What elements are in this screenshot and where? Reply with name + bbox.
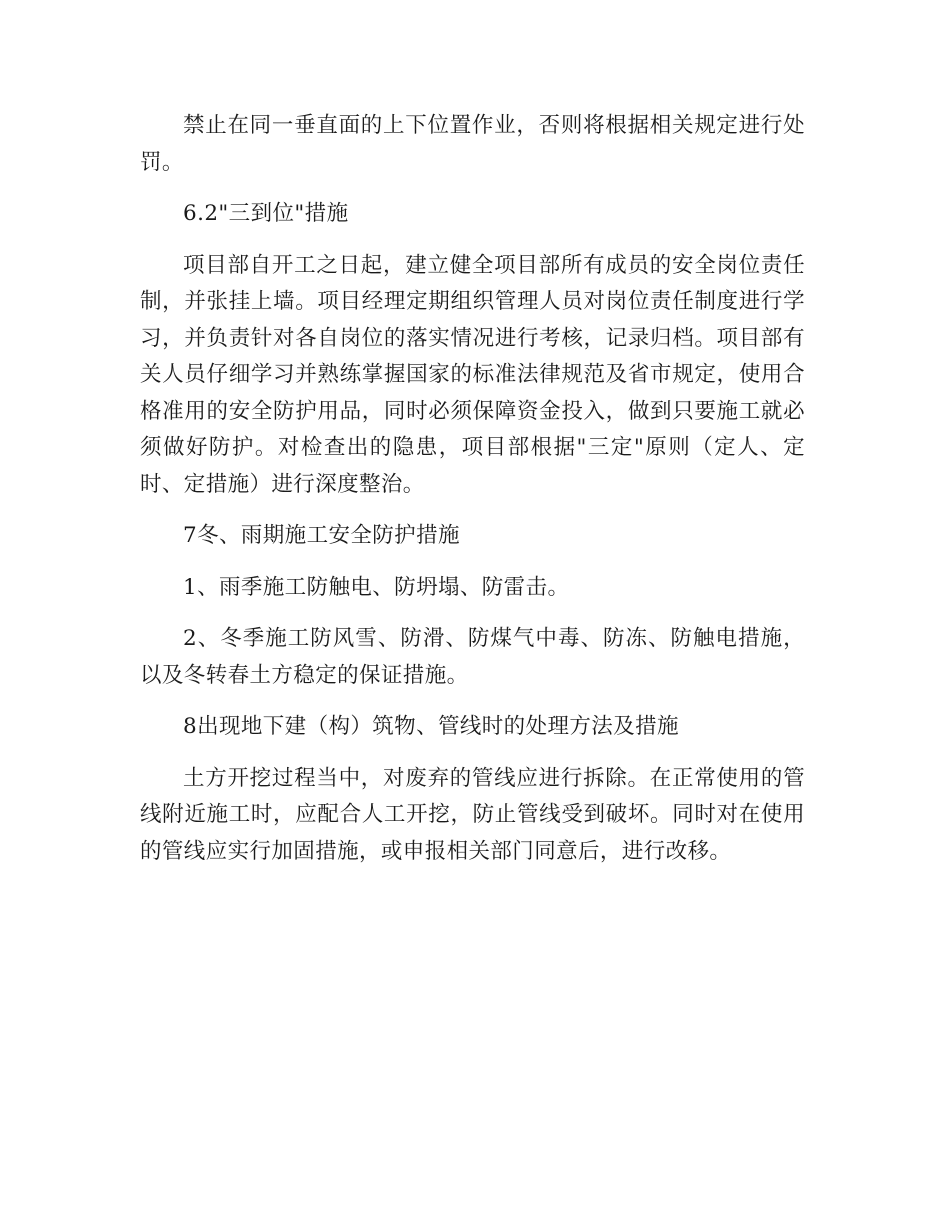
section-heading-7: 7冬、雨期施工安全防护措施 bbox=[183, 523, 460, 548]
paragraph-rainy-season: 1、雨季施工防触电、防坍塌、防雷击。 bbox=[183, 574, 570, 600]
paragraph-work-prohibition: 禁止在同一垂直面的上下位置作业，否则将根据相关规定进行处罚。 bbox=[140, 113, 805, 175]
section-heading-6-2: 6.2"三到位"措施 bbox=[183, 201, 349, 226]
document-body bbox=[140, 108, 805, 885]
paragraph-three-in-place: 项目部自开工之日起，建立健全项目部所有成员的安全岗位责任制，并张挂上墙。项目经理定期组织管理人员对岗位责任制度进行学习，并负责针对各自岗位的落实情况进行考核，记录归档。项目部有关人员仔细学习并熟练掌握国家的标准法律规范及省市规定，使用合格准用的安全防护用品，同时必须保障资金投入，做到只要施工就必须做好防护。对检查出的隐患，项目部根据"三定"原则（定人、定时、定措施）进行深度整治。 bbox=[140, 252, 805, 497]
paragraph-pipeline-handling: 土方开挖过程当中，对废弃的管线应进行拆除。在正常使用的管线附近施工时，应配合人工开挖，防止管线受到破坏。同时对在使用的管线应实行加固措施，或申报相关部门同意后，进行改移。 bbox=[140, 765, 805, 864]
section-heading-8: 8出现地下建（构）筑物、管线时的处理方法及措施 bbox=[183, 714, 679, 739]
paragraph-winter-season: 2、冬季施工防风雪、防滑、防煤气中毒、防冻、防触电措施，以及冬转春土方稳定的保证措施。 bbox=[140, 626, 805, 688]
